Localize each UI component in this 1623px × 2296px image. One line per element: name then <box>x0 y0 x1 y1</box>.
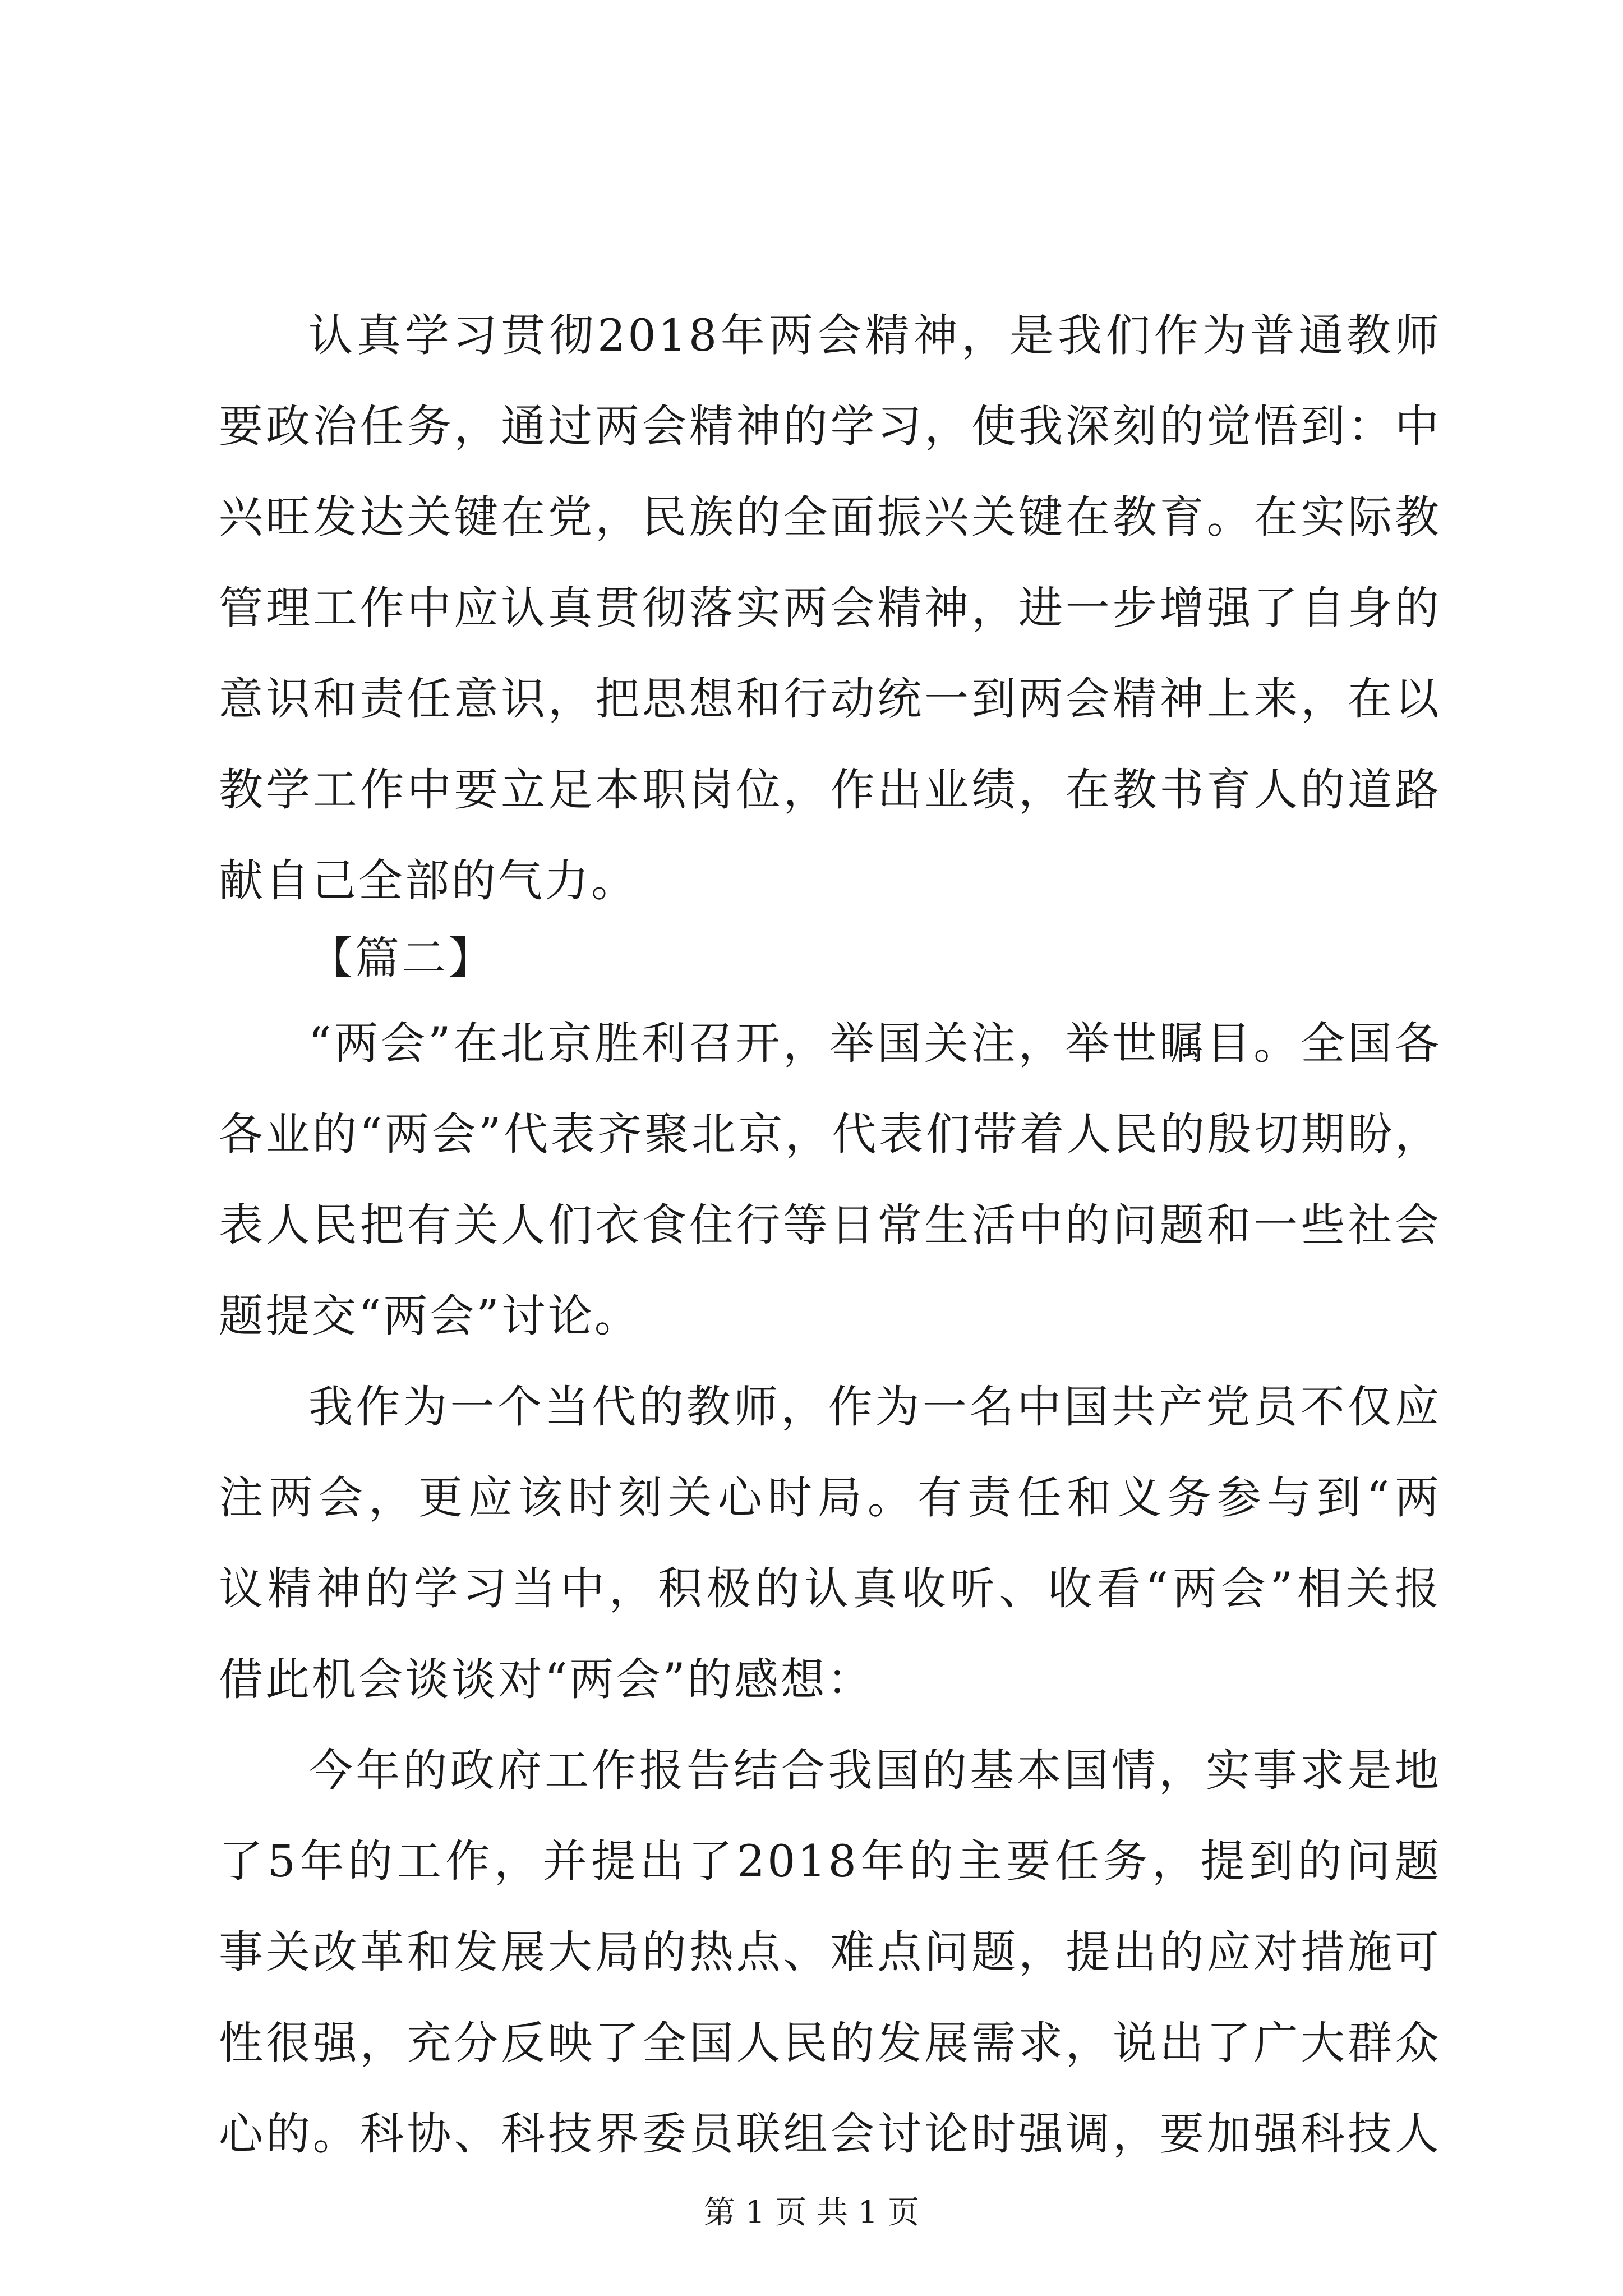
paragraph-line: 心的。科协、科技界委员联组会讨论时强调，要加强科技人 <box>219 2108 1441 2160</box>
paragraph-line: 兴旺发达关键在党，民族的全面振兴关键在教育。在实际教 <box>219 491 1441 543</box>
paragraph-line: 今年的政府工作报告结合我国的基本国情，实事求是地 <box>308 1745 1441 1796</box>
paragraph-line: 各业的“两会”代表齐聚北京，代表们带着人民的殷切期盼， <box>219 1108 1441 1160</box>
paragraph-line: 借此机会谈谈对“两会”的感想： <box>219 1654 874 1705</box>
paragraph-line: 我作为一个当代的教师，作为一名中国共产党员不仅应 <box>308 1381 1441 1433</box>
paragraph-line: 注两会，更应该时刻关心时局。有责任和义务参与到“两 <box>219 1472 1441 1524</box>
section-heading: 【篇二】 <box>308 932 495 984</box>
paragraph-line: 要政治任务，通过两会精神的学习，使我深刻的觉悟到：中 <box>219 401 1441 452</box>
paragraph-line: 题提交“两会”讨论。 <box>219 1290 641 1342</box>
paragraph-line: 教学工作中要立足本职岗位，作出业绩，在教书育人的道路 <box>219 764 1441 816</box>
page-footer: 第 1 页 共 1 页 <box>703 2194 920 2231</box>
paragraph-line: 意识和责任意识，把思想和行动统一到两会精神上来，在以 <box>219 673 1441 725</box>
paragraph-line: 管理工作中应认真贯彻落实两会精神，进一步增强了自身的 <box>219 582 1441 634</box>
paragraph-line: 事关改革和发展大局的热点、难点问题，提出的应对措施可 <box>219 1926 1441 1978</box>
paragraph-line: 献自己全部的气力。 <box>219 855 638 907</box>
paragraph-line: 性很强，充分反映了全国人民的发展需求，说出了广大群众 <box>219 2017 1441 2069</box>
paragraph-line: “两会”在北京胜利召开，举国关注，举世瞩目。全国各 <box>308 1018 1441 1069</box>
paragraph-line: 了5年的工作，并提出了2018年的主要任务，提到的问题 <box>219 1835 1441 1887</box>
paragraph-line: 表人民把有关人们衣食住行等日常生活中的问题和一些社会 <box>219 1199 1441 1251</box>
paragraph-line: 认真学习贯彻2018年两会精神，是我们作为普通教师 <box>308 310 1441 361</box>
paragraph-line: 议精神的学习当中，积极的认真收听、收看“两会”相关报 <box>219 1563 1441 1614</box>
